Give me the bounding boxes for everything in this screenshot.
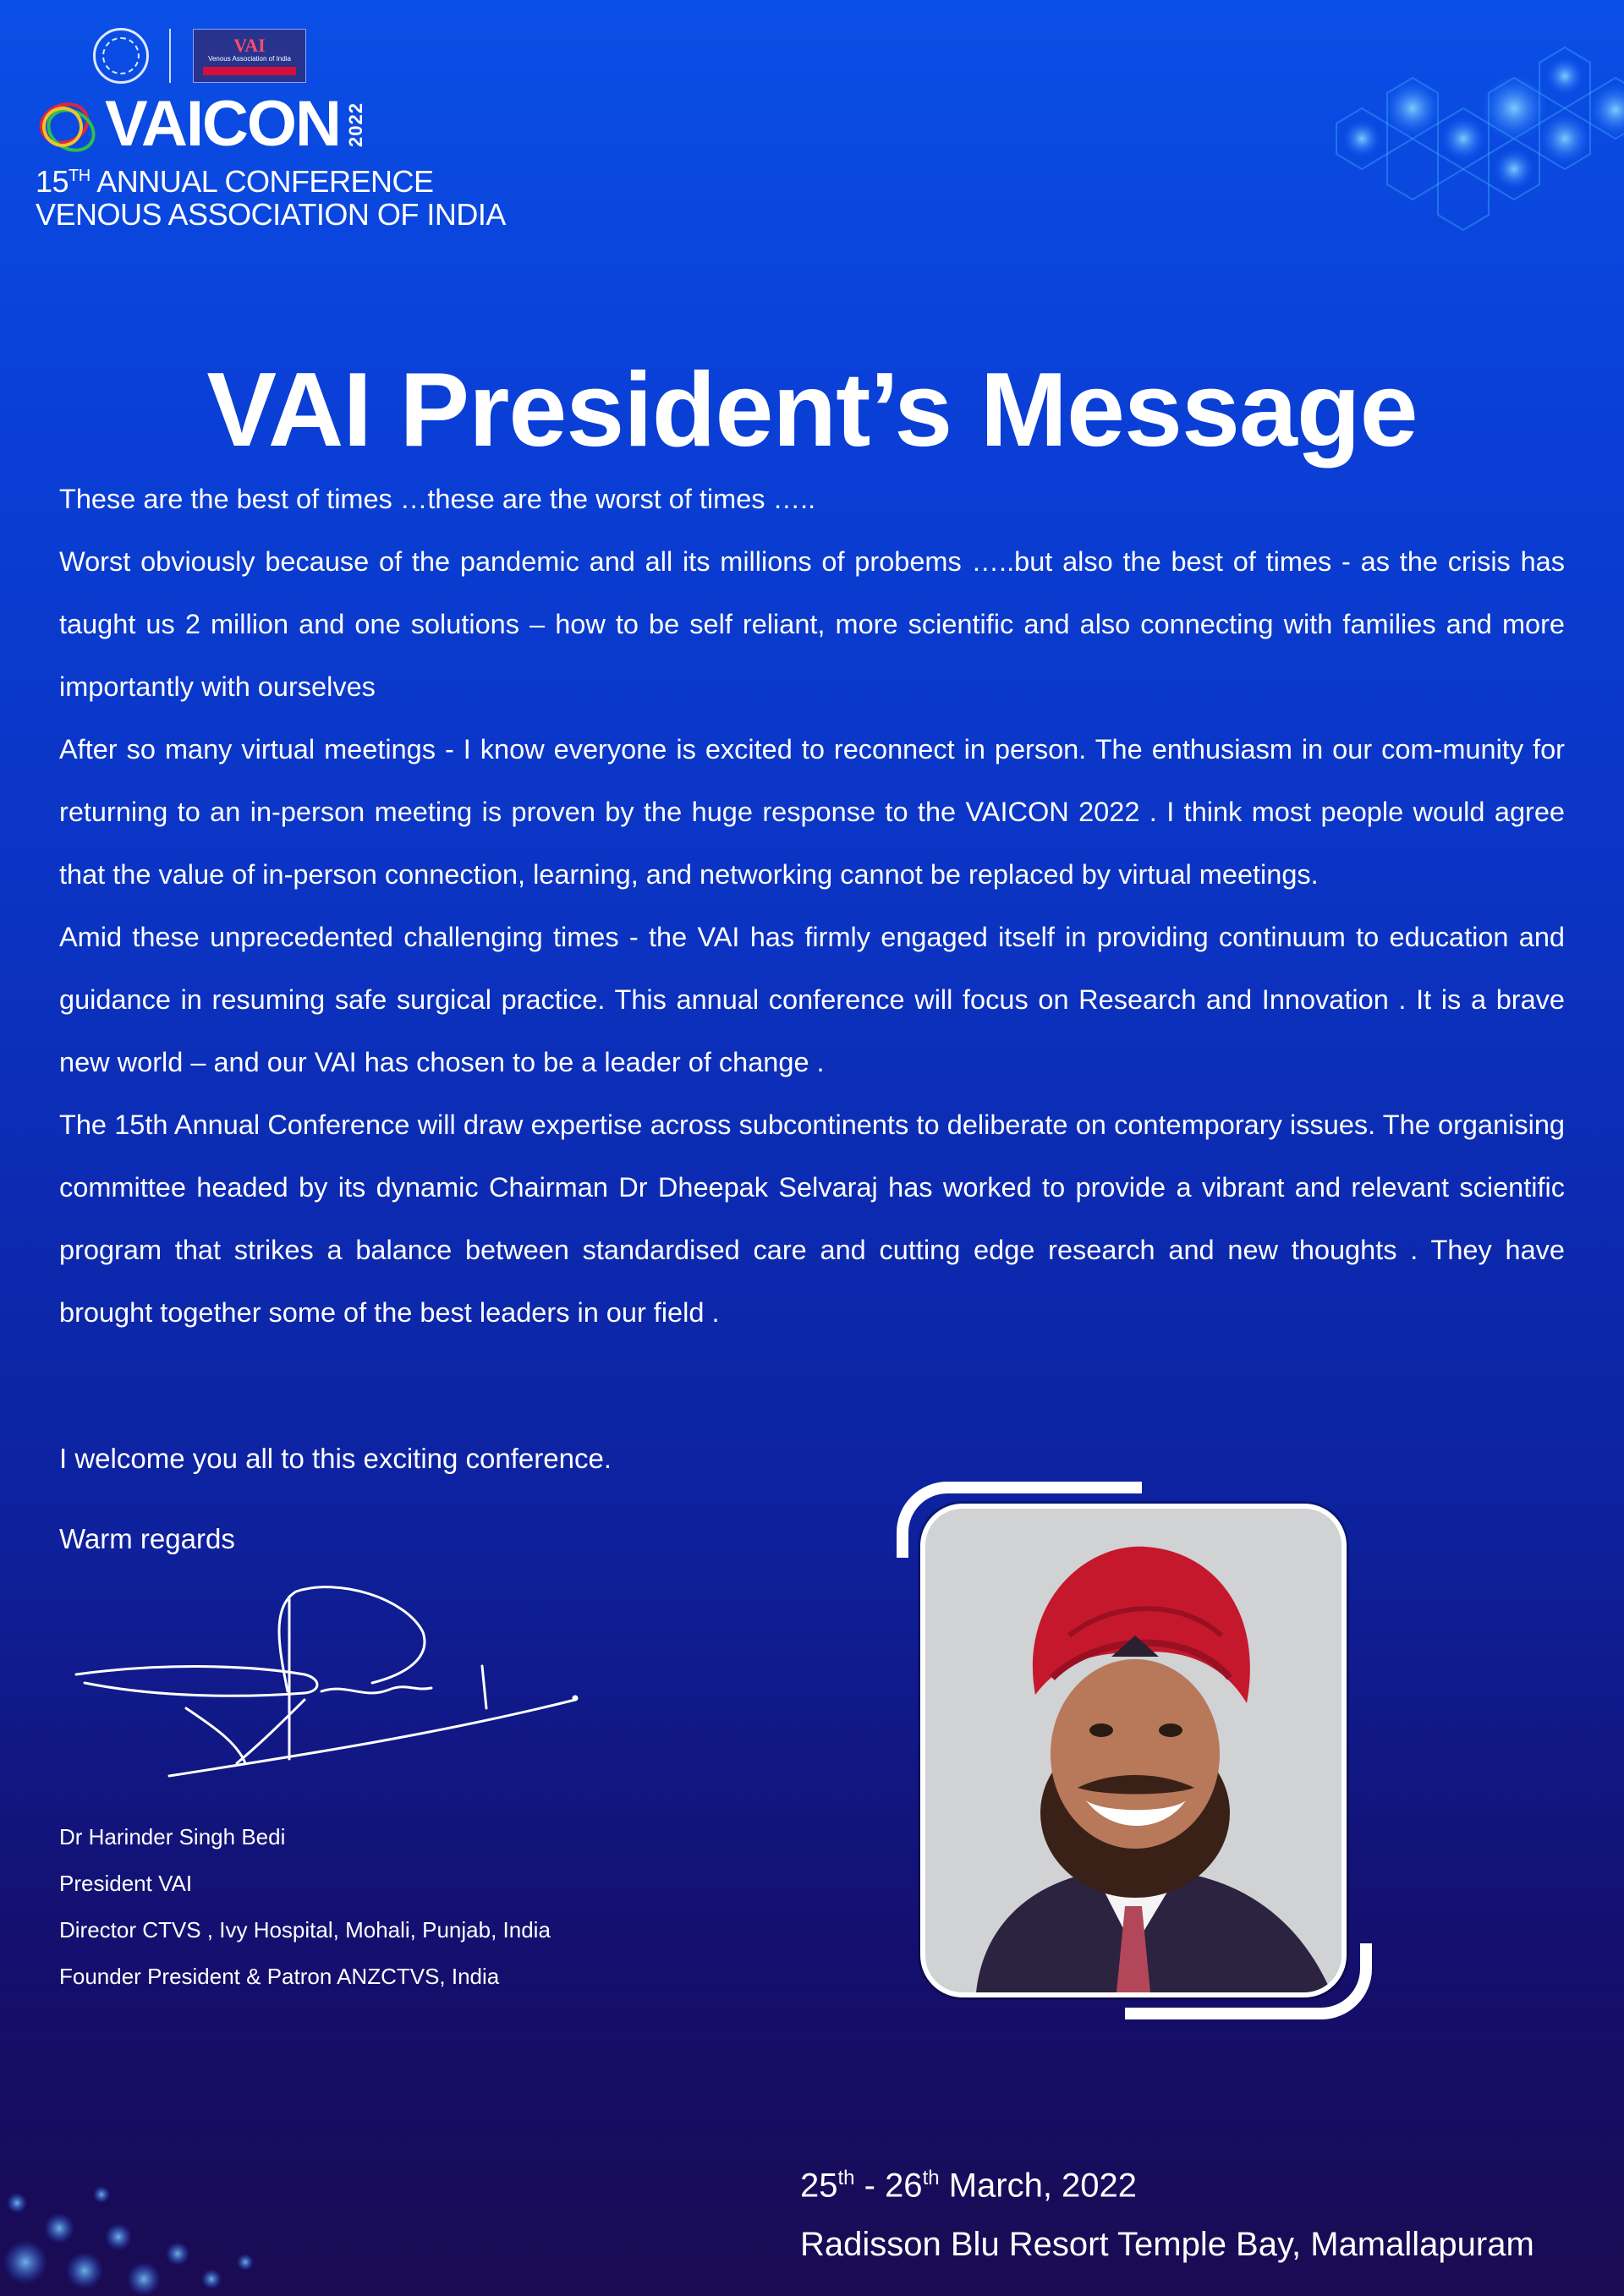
paragraph: These are the best of times …these are the worst of times ….. <box>59 484 816 514</box>
vaicon-wordmark: VAICON <box>105 88 340 160</box>
signature-image <box>68 1581 592 1784</box>
vaicon-logo <box>37 88 367 161</box>
signatory-name: Dr Harinder Singh Bedi <box>59 1824 286 1849</box>
rings-logo-icon <box>37 95 96 154</box>
event-date <box>800 2155 1137 2209</box>
conference-ordinal: TH <box>69 167 91 185</box>
logo-divider <box>169 29 171 83</box>
president-photo <box>920 1504 1347 1997</box>
paragraph: Amid these unprecedented challenging times - the VAI has firmly engaged itself in providing continuum to education and guidance in resuming safe surgical practice. This annual conference will focus on Research and Innovation . It is a brave new world – and our VAI has chosen to be a leader of change . <box>59 922 1565 1077</box>
closing-line: Warm regards <box>59 1523 235 1554</box>
frame-arc-decoration <box>1125 1943 1372 2019</box>
conference-name: ANNUAL CONFERENCE <box>96 164 434 199</box>
dots-decoration <box>0 2135 304 2296</box>
portrait-image <box>925 1509 1341 1992</box>
vai-logo-subtitle: Venous Association of India <box>208 55 291 63</box>
conference-number: 15 <box>36 164 69 199</box>
paragraph: Worst obviously because of the pandemic and all its millions of probems …..but also the best of times - as the crisis has taught us 2 million and one solutions – how to be self reliant, more scientific and also connecting with families and more importantly with ourselves <box>59 546 1565 702</box>
hexagon-network-decoration <box>1184 34 1624 279</box>
conference-number-line <box>36 157 433 200</box>
association-name: VENOUS ASSOCIATION OF INDIA <box>36 197 506 232</box>
signatory-role: President VAI <box>59 1871 193 1896</box>
logo-row <box>93 27 306 85</box>
message-body <box>59 468 1565 1344</box>
emblem-seal-icon <box>93 28 149 84</box>
vai-logo-title: VAI <box>233 35 266 56</box>
vaicon-year: 2022 <box>344 101 366 147</box>
event-date-separator: - <box>854 2167 886 2205</box>
signatory-founder: Founder President & Patron ANZCTVS, India <box>59 1964 500 1989</box>
event-month-year: March, 2022 <box>939 2167 1138 2205</box>
event-venue: Radisson Blu Resort Temple Bay, Mamallapuram <box>800 2226 1534 2263</box>
event-day-start-suffix: th <box>837 2167 855 2189</box>
page-title: VAI President’s Message <box>206 352 1418 469</box>
event-day-end: 26 <box>885 2167 923 2205</box>
vai-logo <box>193 29 306 83</box>
signatory-block <box>59 1814 551 2000</box>
event-day-end-suffix: th <box>922 2167 940 2189</box>
welcome-line: I welcome you all to this exciting conference. <box>59 1443 612 1474</box>
paragraph: The 15th Annual Conference will draw expertise across subcontinents to deliberate on contemporary issues. The organising committee headed by its dynamic Chairman Dr Dheepak Selvaraj has worked to provide a vibrant and relevant scientific program that strikes a balance between standardised care and cutting edge research and new thoughts . They have brought together some of the best leaders in our field . <box>59 1110 1565 1328</box>
event-day-start: 25 <box>800 2167 838 2205</box>
paragraph: After so many virtual meetings - I know everyone is excited to reconnect in person. The enthusiasm in our com-munity for returning to an in-person meeting is proven by the huge response to the VAICON 2022 . I think most people would agree that the value of in-person connection, learning, and networking cannot be replaced by virtual meetings. <box>59 734 1565 890</box>
signatory-position: Director CTVS , Ivy Hospital, Mohali, Punjab, India <box>59 1917 551 1943</box>
